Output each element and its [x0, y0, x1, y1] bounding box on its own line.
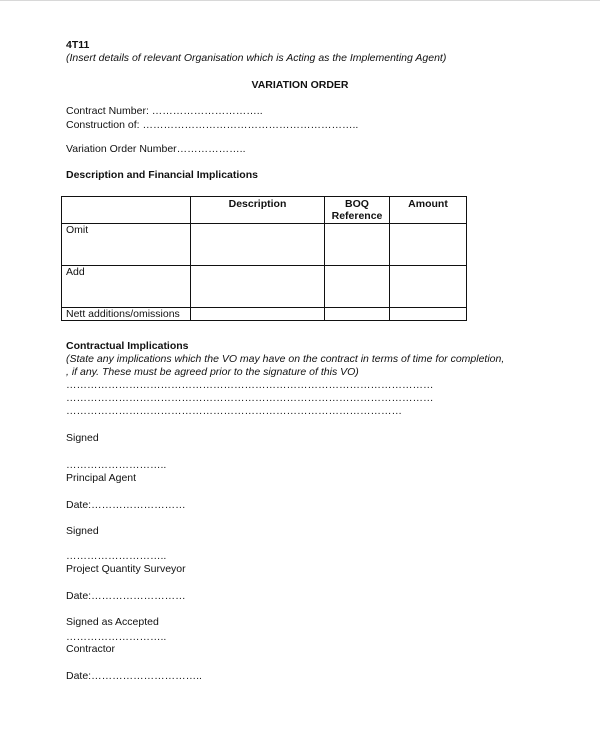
omit-amount-cell[interactable]: [390, 224, 467, 266]
signed-label-2: Signed: [66, 525, 99, 537]
table-header-cell: [62, 197, 191, 224]
dotted-line-3[interactable]: ……………………………………………………………………………………: [66, 405, 402, 417]
nett-amount-cell[interactable]: [390, 308, 467, 321]
table-header-row: [62, 197, 467, 224]
row-label-add: Add: [62, 266, 191, 308]
document-title: VARIATION ORDER: [251, 79, 349, 91]
signed-label-1: Signed: [66, 432, 99, 444]
signature-line-2[interactable]: ………………………..: [66, 550, 167, 562]
role-contractor: Contractor: [66, 643, 116, 655]
date-field-3[interactable]: Date:…………………………..: [66, 670, 202, 682]
variation-order-number-field[interactable]: Variation Order Number………………..: [66, 143, 246, 155]
signed-label-3: Signed as Accepted: [66, 616, 159, 628]
role-principal-agent: Principal Agent: [66, 472, 137, 484]
nett-boq-cell[interactable]: [325, 308, 390, 321]
table-row-nett: [62, 308, 467, 321]
signature-line-3[interactable]: ………………………..: [66, 631, 167, 643]
table-header-boq-reference: BOQ Reference: [325, 197, 390, 224]
row-label-nett: Nett additions/omissions: [62, 308, 191, 321]
contract-number-field[interactable]: Contract Number: …………………………..: [66, 105, 263, 117]
contractual-note-line2: , if any. These must be agreed prior to the signature of this VO): [66, 366, 359, 378]
table-row-omit: [62, 224, 467, 266]
date-field-2[interactable]: Date:………………………: [66, 590, 186, 602]
dotted-line-1[interactable]: ……………………………………………………………………………………………: [66, 379, 434, 391]
add-amount-cell[interactable]: [390, 266, 467, 308]
add-description-cell[interactable]: [191, 266, 325, 308]
instruction-note: (Insert details of relevant Organisation which is Acting as the Implementing Agent): [66, 52, 447, 64]
document-code: 4T11: [66, 39, 90, 51]
financial-table: [61, 196, 467, 321]
table-header-description: Description: [191, 197, 325, 224]
add-boq-cell[interactable]: [325, 266, 390, 308]
row-label-omit: Omit: [62, 224, 191, 266]
role-project-quantity-surveyor: Project Quantity Surveyor: [66, 563, 186, 575]
omit-boq-cell[interactable]: [325, 224, 390, 266]
section-heading-contractual: Contractual Implications: [66, 340, 189, 352]
section-heading-financial: Description and Financial Implications: [66, 169, 258, 181]
construction-of-field[interactable]: Construction of: ……………………………………………………..: [66, 119, 359, 131]
date-field-1[interactable]: Date:………………………: [66, 499, 186, 511]
table-header-amount: Amount: [390, 197, 467, 224]
signature-line-1[interactable]: ………………………..: [66, 459, 167, 471]
dotted-line-2[interactable]: ……………………………………………………………………………………………: [66, 392, 434, 404]
nett-description-cell[interactable]: [191, 308, 325, 321]
contractual-note-line1: (State any implications which the VO may have on the contract in terms of time for completion,: [66, 353, 505, 365]
omit-description-cell[interactable]: [191, 224, 325, 266]
table-row-add: [62, 266, 467, 308]
